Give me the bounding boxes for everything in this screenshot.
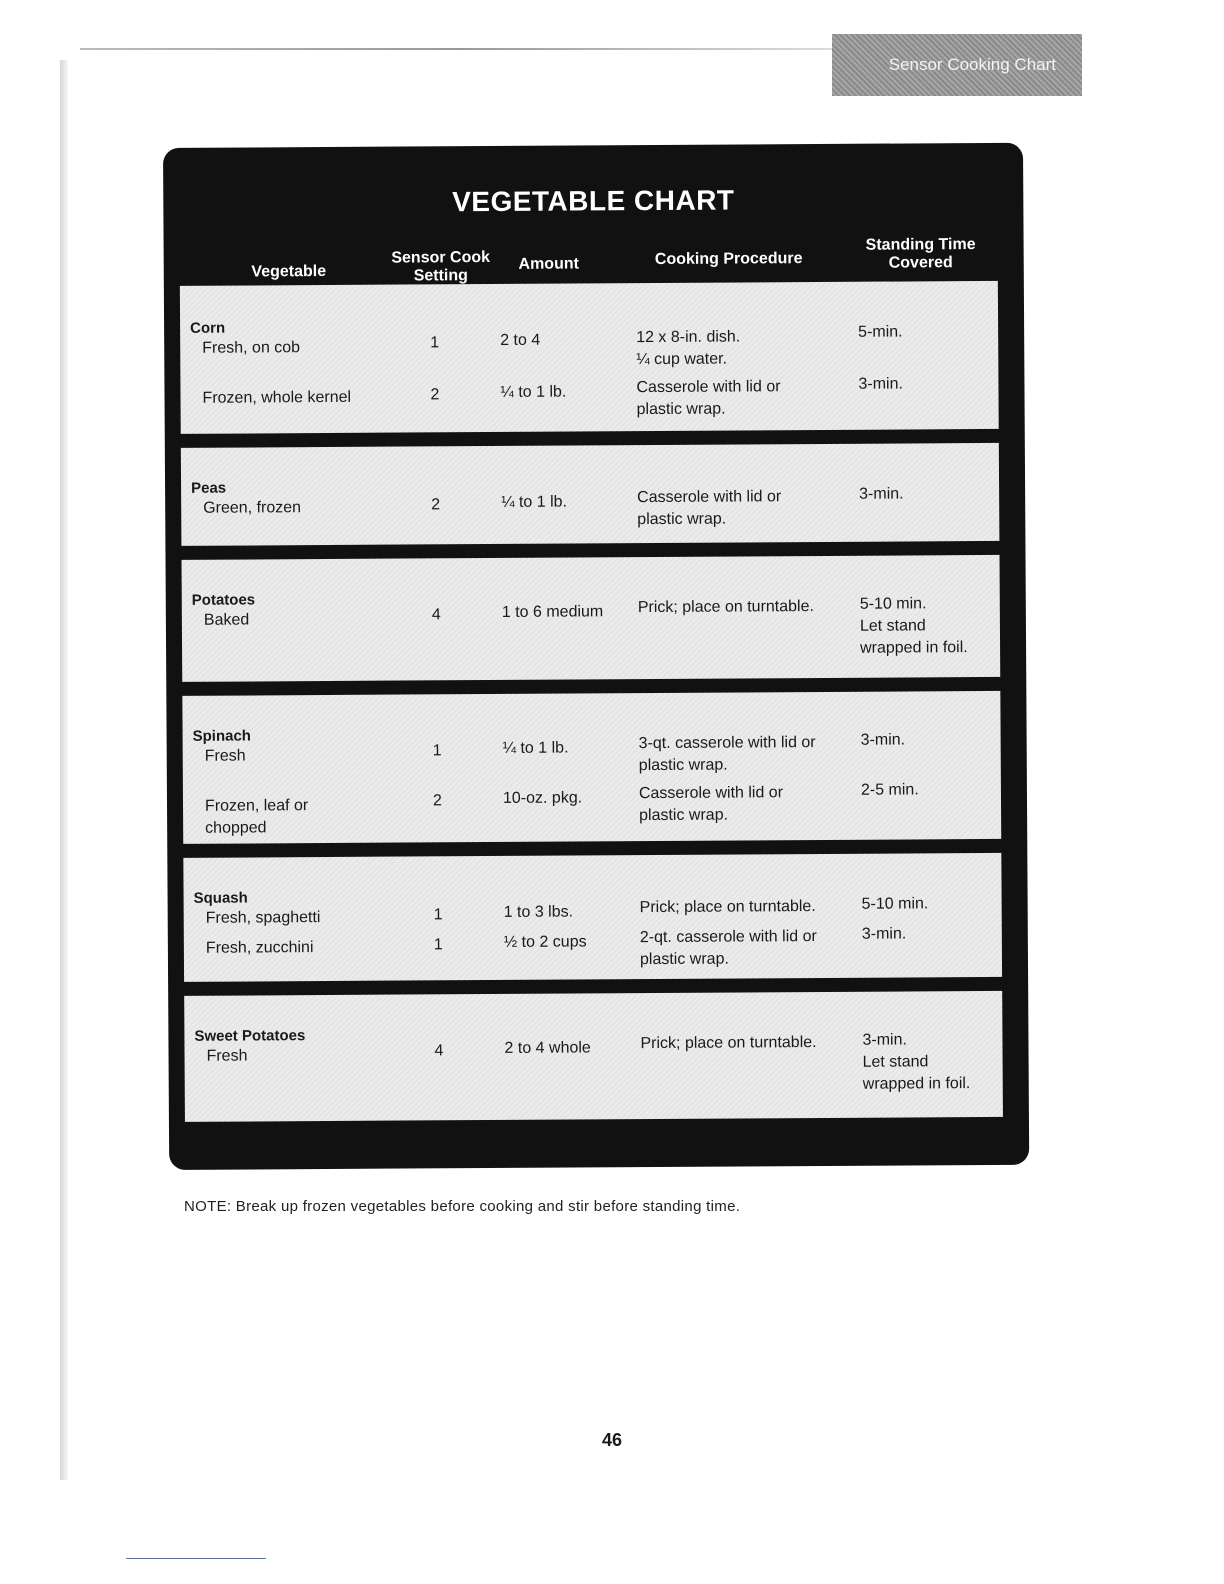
setting-cell: 2 bbox=[431, 496, 441, 514]
group-potatoes bbox=[182, 555, 1001, 682]
amount-cell: 2 to 4 bbox=[500, 331, 541, 349]
header-standing-time bbox=[846, 236, 996, 273]
procedure-line: Prick; place on turntable. bbox=[639, 898, 816, 917]
amount-cell: 2 to 4 whole bbox=[504, 1039, 591, 1057]
vegetable-cell bbox=[193, 795, 308, 840]
standing-cell: 3-min. bbox=[859, 485, 904, 503]
procedure-line: 12 x 8-in. dish. bbox=[636, 328, 741, 347]
vegetable-cell: Fresh, on cob bbox=[202, 339, 301, 357]
vegetable-cell: Fresh bbox=[206, 1047, 248, 1065]
vegetable-cell: Frozen, whole kernel bbox=[202, 388, 352, 407]
standing-line: Let stand bbox=[859, 617, 926, 635]
group-peas bbox=[181, 443, 1000, 546]
procedure-cell bbox=[639, 782, 859, 827]
amount-cell: 1 to 3 lbs. bbox=[503, 903, 574, 921]
header-amount: Amount bbox=[518, 255, 579, 273]
procedure-line: plastic wrap. bbox=[636, 400, 726, 419]
standing-line: wrapped in foil. bbox=[860, 639, 968, 657]
page-number: 46 bbox=[601, 1430, 623, 1450]
header-rule bbox=[80, 48, 840, 50]
header-setting-line1: Sensor Cook bbox=[391, 249, 491, 267]
procedure-line: Casserole with lid or bbox=[636, 378, 781, 397]
procedure-cell bbox=[640, 926, 860, 971]
section-tab: Sensor Cooking Chart bbox=[832, 34, 1082, 96]
amount-cell: ¼ to 1 lb. bbox=[500, 383, 567, 401]
procedure-line: Prick; place on turntable. bbox=[640, 1034, 817, 1053]
amount-cell: ¼ to 1 lb. bbox=[502, 739, 569, 757]
scan-edge bbox=[60, 60, 68, 1480]
procedure-cell bbox=[640, 1032, 860, 1055]
setting-cell: 1 bbox=[430, 334, 440, 352]
procedure-line: plastic wrap. bbox=[638, 756, 728, 775]
amount-cell: ½ to 2 cups bbox=[503, 933, 587, 951]
procedure-cell bbox=[637, 486, 857, 531]
procedure-cell bbox=[636, 326, 856, 371]
procedure-line: Prick; place on turntable. bbox=[637, 598, 814, 617]
header-procedure: Cooking Procedure bbox=[654, 250, 803, 268]
header-vegetable: Vegetable bbox=[251, 263, 327, 281]
group-name: Spinach bbox=[192, 727, 252, 745]
setting-cell: 2 bbox=[430, 386, 440, 404]
chart-title: VEGETABLE CHART bbox=[452, 184, 735, 218]
amount-cell: 1 to 6 medium bbox=[501, 603, 604, 621]
bottom-rule bbox=[126, 1558, 266, 1559]
vegetable-cell: Fresh, spaghetti bbox=[205, 909, 321, 927]
amount-cell: ¼ to 1 lb. bbox=[501, 493, 568, 511]
standing-line: Let stand bbox=[862, 1053, 929, 1071]
standing-cell bbox=[860, 593, 998, 660]
standing-cell: 5-min. bbox=[858, 323, 903, 341]
group-sweet-potatoes bbox=[184, 991, 1003, 1122]
setting-cell: 2 bbox=[432, 792, 442, 810]
procedure-cell bbox=[639, 732, 859, 777]
standing-cell: 2-5 min. bbox=[860, 781, 919, 799]
header-setting bbox=[376, 249, 506, 286]
vegetable-cell: Green, frozen bbox=[203, 499, 302, 517]
vegetable-cell: Fresh, zucchini bbox=[205, 939, 314, 957]
standing-cell: 3-min. bbox=[858, 375, 903, 393]
standing-line: 5-10 min. bbox=[859, 595, 927, 613]
standing-cell: 3-min. bbox=[861, 925, 907, 943]
group-spinach bbox=[182, 691, 1001, 844]
header-setting-line2: Setting bbox=[413, 267, 468, 285]
standing-cell bbox=[862, 1029, 1000, 1096]
vegetable-line: chopped bbox=[205, 819, 267, 837]
procedure-line: plastic wrap. bbox=[637, 510, 727, 529]
amount-cell: 10-oz. pkg. bbox=[502, 789, 583, 807]
procedure-cell bbox=[636, 376, 856, 421]
vegetable-line: Frozen, leaf or bbox=[204, 797, 309, 815]
standing-cell: 5-10 min. bbox=[861, 895, 929, 913]
procedure-line: 2-qt. casserole with lid or bbox=[639, 928, 817, 947]
header-standing-line2: Covered bbox=[888, 254, 953, 272]
vegetable-cell: Baked bbox=[203, 611, 250, 629]
group-name: Corn bbox=[190, 319, 226, 337]
group-name: Squash bbox=[193, 889, 248, 907]
procedure-line: plastic wrap. bbox=[639, 806, 729, 825]
group-name: Sweet Potatoes bbox=[194, 1027, 306, 1045]
standing-line: wrapped in foil. bbox=[862, 1075, 971, 1093]
vegetable-cell: Fresh bbox=[204, 747, 246, 765]
procedure-cell bbox=[638, 596, 858, 619]
header-standing-line1: Standing Time bbox=[865, 236, 976, 254]
procedure-cell bbox=[640, 896, 860, 919]
setting-cell: 1 bbox=[433, 906, 443, 924]
procedure-line: plastic wrap. bbox=[639, 950, 729, 969]
group-name: Peas bbox=[191, 479, 227, 497]
group-squash bbox=[183, 853, 1002, 982]
vegetable-chart bbox=[163, 143, 1029, 1170]
procedure-line: Casserole with lid or bbox=[638, 784, 784, 803]
group-name: Potatoes bbox=[191, 591, 256, 609]
setting-cell: 1 bbox=[433, 936, 443, 954]
footnote: NOTE: Break up frozen vegetables before cooking and stir before standing time. bbox=[184, 1198, 741, 1215]
standing-cell: 3-min. bbox=[860, 731, 906, 749]
procedure-line: ¼ cup water. bbox=[636, 350, 728, 369]
standing-line: 3-min. bbox=[862, 1031, 907, 1049]
setting-cell: 4 bbox=[431, 606, 441, 624]
setting-cell: 1 bbox=[432, 742, 442, 760]
group-corn bbox=[180, 281, 999, 434]
setting-cell: 4 bbox=[434, 1042, 444, 1060]
procedure-line: 3-qt. casserole with lid or bbox=[638, 734, 816, 753]
procedure-line: Casserole with lid or bbox=[637, 488, 782, 507]
